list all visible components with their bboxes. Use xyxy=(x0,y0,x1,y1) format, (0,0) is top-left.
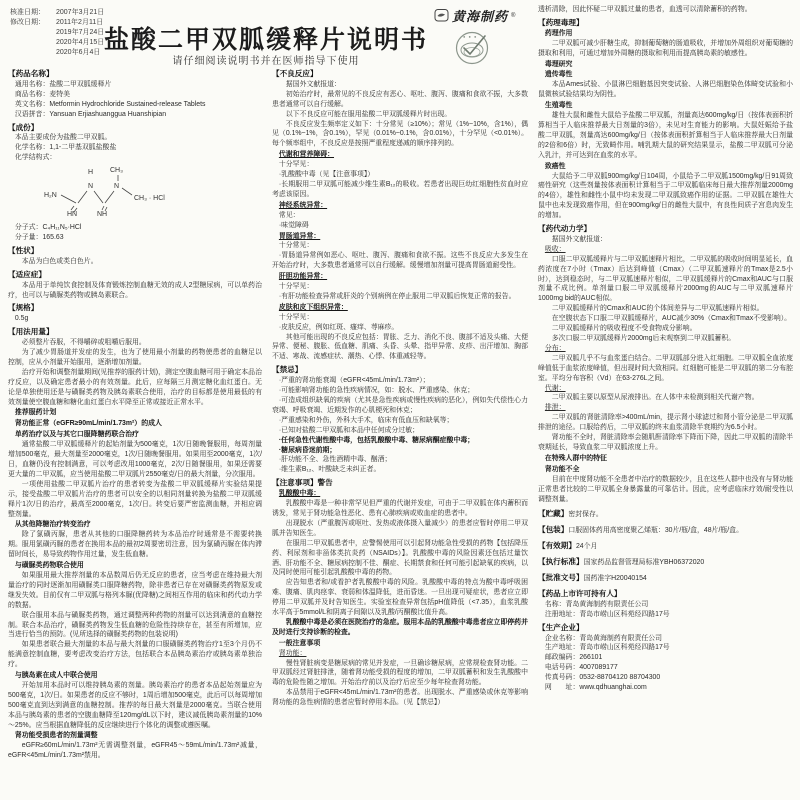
approval-date-value: 2007年3月21日 xyxy=(56,9,105,16)
paragraph: 目前在中度肾功能不全患者中治疗的数据较少，且在这些人群中也没有与肾功能正常患者比较的二甲双胍全身暴露量的可靠估计。因此，应考虑临床疗效/耐受性以调整剂量。 xyxy=(538,475,793,503)
paragraph: 二甲双胍缓释片的Cmax和AUC的个体间差异与二甲双胍速释片相似。 xyxy=(551,305,764,313)
column-right xyxy=(538,5,793,693)
paragraph: 十分罕见： xyxy=(278,313,314,321)
labeled-field xyxy=(538,525,793,536)
paragraph: 常见： xyxy=(278,211,300,219)
paragraph: ·味觉障碍 xyxy=(278,221,309,229)
section-heading: 【生产企业】 xyxy=(538,622,584,632)
paragraph: 乳酸酸中毒是一种非常罕见但严重的代谢并发症，可由于二甲双胍在体内蓄积而诱发，常见于肾功能急性恶化、患有心肺疾病或败血症的患者中。 xyxy=(272,500,528,517)
paragraph: ·糖尿病昏迷前期； xyxy=(278,446,337,454)
paragraph: 除了氯磺丙脲，患者从其他的口服降糖药转为本品治疗时通常是不需要转换期。服用氯磺丙脲的患者在换用本品的最初2周要密切注意，因为氯磺丙脲在体内滞留时间长，易导致药物作用过量，发生低血糖。 xyxy=(8,531,262,559)
paragraph: 通用名称：盐酸二甲双胍缓释片 xyxy=(14,80,112,88)
field-label: 【有效期】 xyxy=(538,541,576,551)
paragraph: 分子量：165.63 xyxy=(14,233,64,241)
subsection-heading: 与胰岛素在成人中联合使用 xyxy=(14,672,98,680)
labeled-field xyxy=(538,557,793,568)
brand-icon xyxy=(434,8,449,23)
paragraph: 据国外文献报道： xyxy=(285,80,341,88)
paragraph: ·长期服用二甲双胍可能减少维生素B₁₂的吸收。若患者出现巨幼红细胞性贫血时应考虑该原因。 xyxy=(272,180,528,198)
paragraph: ·皮肤反应，例如红斑、瘙痒、荨麻疹。 xyxy=(278,323,399,331)
field-label: 【包装】 xyxy=(538,525,569,535)
labeled-field xyxy=(538,509,793,520)
field-value: 国家药品监督管理局标准YBH06372020 xyxy=(583,559,705,567)
column-left xyxy=(8,66,262,761)
svg-text:H: H xyxy=(88,169,94,177)
paragraph: 二甲双胍几乎不与血浆蛋白结合。二甲双胍部分进入红细胞。二甲双胍全血浓度峰值低于血浆浓度峰值，但出现时间大致相同。红细胞可能是二甲双胍的第二分布腔室。平均分布容积（Vd）在63-276L之间。 xyxy=(538,354,793,382)
paragraph: eGFR≥60mL/min/1.73m²无需调整剂量，eGFR45～59mL/min/1.73m²减量，eGFR<45mL/min/1.73m²禁用。 xyxy=(8,742,262,760)
subsection-heading: 与磺脲类药物联合使用 xyxy=(14,562,84,570)
paragraph: 慢性肾脏病变是糖尿病的常见并发症，一旦确诊糖尿病，应常规检查肾功能。二甲双胍经过肾脏排泄，随着肾功能受损的程度的增加，二甲双胍蓄积和发生乳酸酸中毒的危险性随之增加。开始治疗前以及治疗后应至少每年检查肾功能。 xyxy=(272,659,528,687)
paragraph: 十分罕见： xyxy=(278,283,314,291)
paragraph: 企业名称：青岛黄海制药有限责任公司 xyxy=(544,634,663,642)
paragraph: ·维生素B₁₂、叶酸缺乏未纠正者。 xyxy=(278,466,381,474)
paragraph: 二甲双胍可减少肝糖生成，抑制葡萄糖的肠道吸收，并增加外周组织对葡萄糖的摄取和利用，可通过增加外周糖的摄取和利用而提高胰岛素的敏感性。 xyxy=(538,39,793,57)
subsection-heading: 药理作用 xyxy=(544,29,573,37)
page-title: 盐酸二甲双胍缓释片说明书 xyxy=(103,26,428,54)
subsection-heading: 在特殊人群中的特征 xyxy=(544,454,607,462)
paragraph: 邮政编码：266101 xyxy=(544,654,603,662)
paragraph: 通常盐酸二甲双胍缓释片的起始剂量为500毫克，1次/日随晚餐服用，每周剂量增加500毫克，最大剂量至2000毫克，1次/日随晚餐服用。如果用至2000毫克，1次/日，血糖仍没有控制满意，可以考虑改用1000毫克，2次/日随餐服用，如果还需要更大量的二甲双胍，应当使用盐酸二甲双胍片2550毫克/日的最大剂量，分次服用。 xyxy=(8,441,262,478)
svg-text:● ● ●: ● ● ● xyxy=(463,34,478,39)
paragraph: 分子式：C₄H₁₁N₅·HCl xyxy=(14,224,82,232)
labeled-field xyxy=(538,541,793,552)
subsection-heading: 致癌性 xyxy=(544,162,566,170)
paragraph: ·任何急性代谢性酸中毒，包括乳酸酸中毒、糖尿病酮症酸中毒； xyxy=(278,436,475,444)
chemical-structure-diagram xyxy=(44,164,262,222)
paragraph: 传真号码：0532-88704120 88704300 xyxy=(544,674,661,682)
subsection-heading: 排泄： xyxy=(544,404,566,412)
paragraph: ·严重感染和外伤，外科大手术，临床有低血压和缺氧等； xyxy=(278,416,454,424)
field-label: 【贮藏】 xyxy=(538,509,569,519)
subsection-heading: 肾功能不全 xyxy=(544,465,580,473)
svg-text:N: N xyxy=(114,183,120,191)
company-seal-icon xyxy=(452,28,492,68)
section-heading: 【性状】 xyxy=(8,245,39,255)
paragraph: 商品名称：麦特美 xyxy=(14,90,71,98)
paragraph: ·可能影响肾功能的急性疾病情况，如：脱水、严重感染、休克； xyxy=(278,387,475,395)
revision-date-value: 2020年4月15日 xyxy=(56,39,105,46)
field-label: 【执行标准】 xyxy=(538,557,584,567)
section-heading: 【禁忌】 xyxy=(272,365,303,375)
section-heading: 【药品上市许可持有人】 xyxy=(538,588,622,598)
paragraph: 肾功能不全时，肾脏清除率会随肌酐清除率下降而下降，因此二甲双胍的清除半衰期延长，导致血浆二甲双胍浓度上升。 xyxy=(538,434,793,451)
field-label: 【批准文号】 xyxy=(538,573,584,583)
paragraph: 十分罕见： xyxy=(278,161,314,169)
paragraph: 口服二甲双胍缓释片与二甲双胍速释片相比，二甲双胍的吸收时间明显延长，血药浓度在7小时（Tmax）后达到峰值（Cmax）（二甲双胍速释片的Tmax是2.5小时），达到稳态时，与二甲双胍速释片相似，二甲双胍缓释片的Cmax和AUC与口服剂量不成比例。单剂量口服二甲双胍缓释片2000mg的AUC与二甲双胍速释片1000mg bid的AUC相似。 xyxy=(538,255,793,303)
svg-text:CH₃: CH₃ xyxy=(110,167,123,175)
paragraph: 名称：青岛黄海制药有限责任公司 xyxy=(544,600,649,608)
paragraph: ·胃肠道异常例如恶心、呕吐、腹泻、腹痛和食欲不振。这些不良反应大多发生在开始治疗时，大多数患者通常可以自行缓解。缓慢增加剂量可提高胃肠道耐受性。 xyxy=(272,252,528,270)
section-heading: 【药理毒理】 xyxy=(538,17,584,27)
subsection-heading: 生殖毒性 xyxy=(544,102,573,110)
paragraph: 在服用二甲双胍患者中，应警惕使用可以引起肾功能急性受损的药物【包括降压药、利尿剂和非甾体类抗炎药（NSAIDs）】。乳酸酸中毒的风险因素还包括过量饮酒、肝功能不全、糖尿病控制不佳、酮症、长期禁食和任何可能引起缺氧的疾病，以及同时使用可能引起乳酸酸中毒的药物。 xyxy=(272,539,528,577)
paragraph: 生产地址：青岛市崂山区科苑经四路17号 xyxy=(544,644,670,652)
subsection-heading: 推荐服药计划 xyxy=(14,409,57,417)
continuation-paragraph: 透析清除，因此怀疑二甲双胍过量的患者，血透可以清除蓄积的药物。 xyxy=(538,6,752,13)
paragraph: 多次口服二甲双胍缓释片2000mg后未观察到二甲双胍蓄积。 xyxy=(551,335,736,342)
paragraph: ·严重的肾功能衰竭（eGFR<45mL/min/1.73m²）； xyxy=(278,377,430,385)
subsection-heading: 单药治疗以及与其它口服降糖药联合治疗 xyxy=(14,431,139,439)
paragraph: 本品禁用于eGFR<45mL/min/1.73m²的患者。出现脱水、严重感染或休克等影响肾功能的急性病情的患者应暂时停用本品。（见【禁忌】） xyxy=(272,689,528,707)
paragraph: 本品Ames试验、小鼠淋巴细胞基因突变试验、人淋巴细胞染色体畸变试验和小鼠微核试验结果均为阴性。 xyxy=(538,81,793,99)
paragraph: 电话号码：4007089177 xyxy=(544,664,618,672)
paragraph: 初始治疗时，最常见的不良反应有恶心、呕吐、腹泻、腹痛和食欲不振，大多数患者通常可以自行缓解。 xyxy=(272,90,528,108)
paragraph: 出现脱水（严重腹泻或呕吐、发热或液体摄入量减少）的患者应暂时停用二甲双胍并告知医生。 xyxy=(272,519,528,537)
paragraph: 如果服用最大推荐剂量的本品数周后仍无反应的患者，应当考虑在维持最大剂量治疗的同时逐渐加用磺脲类口服降糖药物，除非患者已存在对磺脲类药物原发或继发失效。目前仅有二甲双胍与格列本脲(优降糖)之间相互作用的临床和药代动力学的数据。 xyxy=(8,571,262,609)
paragraph: 其他可能出现的不良反应包括：胃胀、乏力、消化不良、腹部不适及头痛、大便异常、便秘、腹胀、低血糖、肌痛、头昏、头晕、指甲异常、皮疹、出汗增加、胸部不适、寒战、流感症状、潮热、心悸、体重减轻等。 xyxy=(272,333,528,361)
paragraph: ·可造成组织缺氧的疾病（尤其是急性疾病或慢性疾病的恶化），例如失代偿性心力衰竭、呼吸衰竭、近期发作的心肌梗死和休克； xyxy=(272,397,528,414)
paragraph: 在空腹状态下口服二甲双胍缓释片，AUC减少30%（Cmax和Tmax不受影响）。 xyxy=(551,315,792,323)
paragraph: 二甲双胍的肾脏清除率>400mL/min，提示肾小球滤过和肾小管分泌是二甲双胍排泄的途径。口服给药后，二甲双胍的终末血浆清除半衰期约为6.5小时。 xyxy=(538,414,793,432)
subsection-heading: 一般注意事项 xyxy=(278,639,321,647)
svg-text:HN: HN xyxy=(67,211,78,219)
paragraph: ·肝功能不全、急性酒精中毒、酗酒； xyxy=(278,456,392,464)
paragraph: 英文名称：Metformin Hydrochloride Sustained-release Tablets xyxy=(14,100,206,108)
paragraph: 开始加用本品时可以维持胰岛素的剂量。胰岛素治疗的患者本品起始剂量应为500毫克，1次/日。如果患者的反应不够时，1周后增加500毫克，此后可以每周增加500毫克直到达到满意的血糖控制。推荐的每日最大剂量是2000毫克。当联合使用本品与胰岛素的患者的空腹血糖降至120mg/dL以下时，建议减低胰岛素剂量的10%～25%。应当根据血糖降低的反应继续进行个体化的调整或遵医嘱。 xyxy=(8,681,262,729)
paragraph: ·已知对盐酸二甲双胍和本品中任何成分过敏； xyxy=(278,426,419,434)
subsection-heading: 胃肠道异常： xyxy=(278,232,321,240)
subsection-heading: 肾功能受损患者的剂量调整 xyxy=(14,732,98,740)
section-heading: 【药代动力学】 xyxy=(538,224,592,234)
field-value: 口服固体药用高密度聚乙烯瓶：30片/瓶/盒，48片/瓶/盒。 xyxy=(568,527,743,535)
registered-mark-icon: ® xyxy=(511,12,516,19)
section-heading: 【适应症】 xyxy=(8,269,46,279)
paragraph: 本品为白色或类白色片。 xyxy=(21,257,98,265)
subsection-heading: 神经系统异常： xyxy=(278,201,328,209)
subsection-heading: 代谢： xyxy=(544,384,566,392)
paragraph: ·有肝功能检查异常或肝炎的个别病例在停止服用二甲双胍后恢复正常的报告。 xyxy=(278,292,516,300)
approval-date-label: 核准日期： xyxy=(10,9,45,16)
paragraph: 必须整片吞服，不得嚼碎或咀嚼后服用。 xyxy=(21,339,146,347)
paragraph: 大鼠给予二甲双胍900mg/kg/日104周，小鼠给予二甲双胍1500mg/kg/日91周致癌性研究（这些剂量按体表面积计算相当于二甲双胍临床每日最大推荐剂量2000mg的4倍），雄性和雌性小鼠中均未发现二甲双胍致癌作用的证据。二甲双胍在雄性大鼠中也未发现致癌作用，但在900mg/kg/日的雌性大鼠中，有良性间质子宫息肉发生的增加。 xyxy=(538,172,793,220)
subsection-heading: 皮肤和皮下组织异常： xyxy=(278,303,348,311)
subsection-heading: 代谢和营养障碍： xyxy=(278,151,335,159)
page-subtitle: 请仔细阅读说明书并在医师指导下使用 xyxy=(172,56,360,67)
svg-text:H₂N: H₂N xyxy=(44,192,57,200)
paragraph: 如果患者联合最大剂量的本品与最大剂量的口服磺脲类药物治疗1至3个月仍不能满意控制血糖，要考虑改变治疗方法，包括联合本品胰岛素治疗或胰岛素单独治疗。 xyxy=(8,641,262,669)
subsection-heading: 肾功能： xyxy=(278,649,307,657)
revision-date-label: 修改日期： xyxy=(10,19,45,26)
paragraph: 乳酸酸中毒是必须在医院治疗的急症。服用本品的乳酸酸中毒患者应立即停药并及时进行支持诊断的检查。 xyxy=(272,618,528,636)
field-value: 24个月 xyxy=(575,543,598,551)
paragraph: 0.5g xyxy=(14,315,29,323)
paragraph: 网 址：www.qdhuanghai.com xyxy=(544,684,647,692)
subsection-heading: 遗传毒性 xyxy=(544,71,573,79)
svg-text:CH₃ · HCl: CH₃ · HCl xyxy=(134,195,165,203)
approval-date-row xyxy=(10,8,104,18)
section-heading: 【药品名称】 xyxy=(8,69,54,78)
brand-name: 黄海制药 xyxy=(452,9,509,24)
paragraph: 为了减少胃肠道并发症的发生，也为了使用最小剂量的药物使患者的血糖足以控制，应从小剂量开始服用，逐渐增加剂量。 xyxy=(8,349,262,366)
section-heading: 【注意事项】警告 xyxy=(272,478,333,488)
field-value: 密封保存。 xyxy=(568,511,603,519)
paragraph: 一项使用盐酸二甲双胍片治疗的患者转变为盐酸二甲双胍缓释片实验结果提示，接受盐酸二甲双胍片治疗的患者可以安全的以相同剂量转换为盐酸二甲双胍缓释片1次/日的治疗，最高至2000毫克，1次/日。转变后要严密监测血糖，并相应调整剂量。 xyxy=(8,480,262,518)
svg-text:NH: NH xyxy=(97,211,108,219)
paragraph: 二甲双胍主要以原型从尿液排出。在人体中未检测到相关代谢产物。 xyxy=(551,394,759,402)
subsection-heading: 肝胆功能异常： xyxy=(278,273,328,281)
paragraph: 雄性大鼠和雌性大鼠给予盐酸二甲双胍，剂量高达600mg/kg/日（按体表面积折算相当于人临床推荐最大日剂量的3倍），未见对生育能力的影响。大鼠妊娠给予盐酸二甲双胍，剂量高达600mg/kg/日（按体表面积折算相当于人临床推荐最大日剂量的2倍和6倍）时，无致畸作用。哺乳期大鼠的研究结果显示，盐酸二甲双胍可分泌入乳汁，并可达到在血浆的水平。 xyxy=(538,112,793,159)
section-heading: 【用法用量】 xyxy=(8,327,54,337)
paragraph: 化学结构式： xyxy=(14,154,57,162)
paragraph: 注册地址：青岛市崂山区科苑经四路17号 xyxy=(544,610,670,618)
paragraph: 本品用于单纯饮食控制及体育锻炼控制血糖无效的成人2型糖尿病，可以单药治疗，也可以与磺脲类药物或胰岛素联合。 xyxy=(8,281,262,299)
paragraph: 以下不良反应可能在服用盐酸二甲双胍缓释片时出现。 xyxy=(285,110,452,118)
section-heading: 【成份】 xyxy=(8,122,39,132)
section-heading: 【规格】 xyxy=(8,303,39,313)
subsection-heading: 乳酸酸中毒： xyxy=(278,490,321,498)
subsection-heading: 肾功能正常（eGFR≥90mL/min/1.73m²）的成人 xyxy=(14,420,162,428)
paragraph: 本品主要成份为盐酸二甲双胍。 xyxy=(14,134,112,142)
paragraph: ·乳酸酸中毒（见【注意事项】） xyxy=(278,171,375,179)
paragraph: 治疗开始和调整剂量期间(见推荐的服药计划)，测定空腹血糖可用于确定本品治疗反应，以及确定患者最小的有效剂量。此后，应每隔三月测定糖化血红蛋白。无论是单独使用还是与磺脲类药物及胰岛素联合使用，治疗的目标都是使用最低的有效剂量使空腹血糖和糖化血红蛋白水平降至正常或接近正常水平。 xyxy=(8,368,262,406)
paragraph: 汉语拼音：Yansuan Erjiashuanggua Huanshipian xyxy=(14,110,167,118)
brand-logo xyxy=(434,6,515,25)
paragraph: 十分常见： xyxy=(278,242,314,250)
field-value: 国药准字H20040154 xyxy=(583,575,647,583)
revision-date-value: 2019年7月24日 xyxy=(56,29,105,36)
subsection-heading: 从其他降糖治疗转变治疗 xyxy=(14,521,91,529)
revision-date-value: 2020年6月4日 xyxy=(56,49,101,56)
subsection-heading: 毒理研究 xyxy=(544,60,573,68)
section-heading: 【不良反应】 xyxy=(272,69,318,78)
subsection-heading: 吸收： xyxy=(544,245,566,253)
paragraph: 化学名称：1,1-二甲基双胍盐酸盐 xyxy=(14,144,117,152)
paragraph: 联合服用本品与磺脲类药物，通过调整两种药物的剂量可以达到满意的血糖控制。联合本品治疗，磺脲类药物发生低血糖的危险性持续存在，甚至有所增加，应当进行恰当的预防。(见所选择的磺脲类药物的包装说明) xyxy=(8,611,262,639)
subsection-heading: 分布： xyxy=(544,344,566,352)
labeled-field xyxy=(538,573,793,584)
paragraph: 应告知患者和/或看护者乳酸酸中毒的风险。乳酸酸中毒的特点为酸中毒呼吸困难、腹痛、肌肉痉挛、衰弱和体温降低，进而昏迷。一旦出现可疑症状，患者应立即停用二甲双胍并及时告知医生。实验室检查异常包括pH值降低（<7.35），血浆乳酸水平高于5mmol/L和阴离子间隙以及乳酸/丙酮酸比值升高。 xyxy=(272,579,528,617)
paragraph: 二甲双胍缓释片的吸收程度不受食物成分影响。 xyxy=(551,325,697,333)
svg-text:N: N xyxy=(88,183,94,191)
revision-date-value: 2011年2月11日 xyxy=(56,19,104,26)
column-middle xyxy=(272,66,528,708)
paragraph: 不良反应发生频率定义如下：十分常见（≥10%）；常见（1%~10%，含1%），偶见（0.1%~1%，含0.1%），罕见（0.01%~0.1%，含0.01%），十分罕见（<0.01%）。每个频率组中，不良反应是按照严重程度递减的顺序排列的。 xyxy=(272,120,528,148)
paragraph: 据国外文献报道： xyxy=(551,235,607,243)
